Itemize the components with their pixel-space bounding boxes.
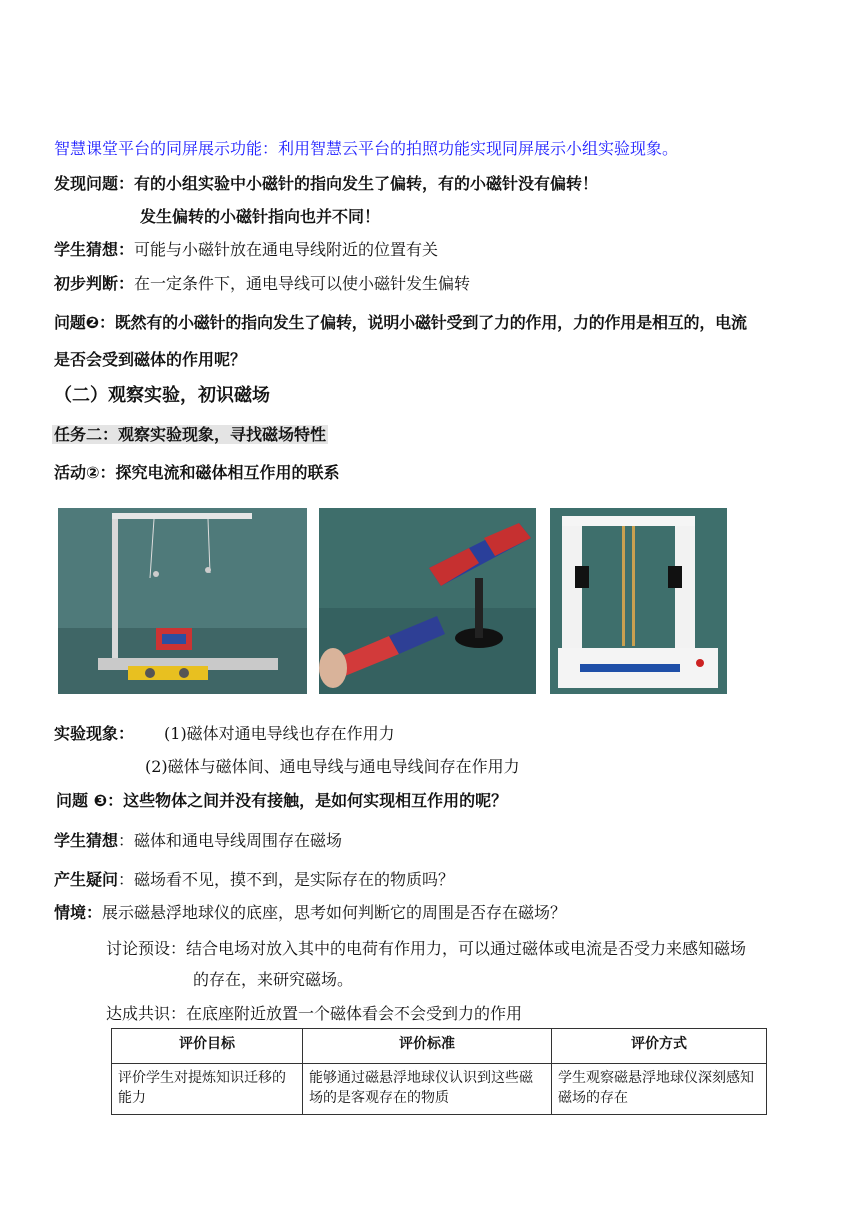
- discover-label: 发现问题：: [54, 174, 135, 193]
- activity-heading: 活动②：探究电流和磁体相互作用的联系: [54, 463, 340, 482]
- judge-label: 初步判断：: [54, 274, 135, 293]
- guess1-text: 可能与小磁针放在通电导线附近的位置有关: [134, 240, 439, 259]
- table-cell: 学生观察磁悬浮地球仪深刻感知磁场的存在: [552, 1064, 767, 1115]
- consensus-line: 达成共识：在底座附近放置一个磁体看会不会受到力的作用: [106, 1004, 523, 1023]
- discover-line: [54, 173, 598, 195]
- table-cell: 能够通过磁悬浮地球仪认识到这些磁场的是客观存在的物质: [303, 1064, 552, 1115]
- discuss-line1: 讨论预设：结合电场对放入其中的电荷有作用力，可以通过磁体或电流是否受力来感知磁场: [106, 939, 747, 958]
- evaluation-table: [111, 1028, 767, 1115]
- doubt-line: [54, 869, 454, 891]
- table-row: [112, 1064, 767, 1115]
- section-heading: （二）观察实验，初识磁场: [54, 385, 270, 406]
- table-header-cell: 评价标准: [303, 1029, 552, 1064]
- experiment-photo-1: [58, 508, 307, 694]
- experiment-photo-3: [550, 508, 727, 694]
- question2-line1: 问题❷：既然有的小磁针的指向发生了偏转，说明小磁针受到了力的作用，力的作用是相互的，电流: [54, 313, 747, 332]
- scene-line: [54, 902, 566, 924]
- task-text: 任务二：观察实验现象，寻找磁场特性: [54, 425, 327, 444]
- question3: 问题 ❸：这些物体之间并没有接触，是如何实现相互作用的呢？: [56, 791, 508, 810]
- experiment-photo-2: [319, 508, 536, 694]
- guess1-line: [54, 239, 438, 261]
- discover-text-1: 有的小组实验中小磁针的指向发生了偏转，有的小磁针没有偏转！: [134, 174, 599, 193]
- guess2-label: 学生猜想: [54, 831, 119, 850]
- judge-text: 在一定条件下，通电导线可以使小磁针发生偏转: [134, 274, 471, 293]
- observation-label: 实验现象：: [54, 724, 135, 743]
- question2-line2: 是否会受到磁体的作用呢？: [54, 350, 247, 369]
- observation-item-1: (1)磁体对通电导线也存在作用力: [164, 724, 395, 743]
- discover-text-2: 发生偏转的小磁针指向也并不同！: [140, 207, 381, 226]
- guess2-text: ：磁体和通电导线周围存在磁场: [118, 831, 343, 850]
- judge-line: [54, 273, 470, 295]
- intro-text: 智慧课堂平台的同屏展示功能：利用智慧云平台的拍照功能实现同屏展示小组实验现象。: [54, 139, 679, 158]
- doubt-text: ：磁场看不见，摸不到，是实际存在的物质吗？: [118, 870, 455, 889]
- table-cell: 评价学生对提炼知识迁移的能力: [112, 1064, 303, 1115]
- table-header-cell: 评价目标: [112, 1029, 303, 1064]
- table-header-row: [112, 1029, 767, 1064]
- guess1-label: 学生猜想：: [54, 240, 135, 259]
- observation-line1: [54, 723, 395, 745]
- discuss-line2: 的存在，来研究磁场。: [193, 970, 354, 989]
- task-heading: [52, 424, 328, 446]
- scene-label: 情境：: [54, 903, 103, 922]
- doubt-label: 产生疑问: [54, 870, 119, 889]
- scene-text: 展示磁悬浮地球仪的底座，思考如何判断它的周围是否存在磁场？: [102, 903, 567, 922]
- guess2-line: [54, 830, 342, 852]
- observation-item-2: (2)磁体与磁体间、通电导线与通电导线间存在作用力: [145, 757, 520, 776]
- table-header-cell: 评价方式: [552, 1029, 767, 1064]
